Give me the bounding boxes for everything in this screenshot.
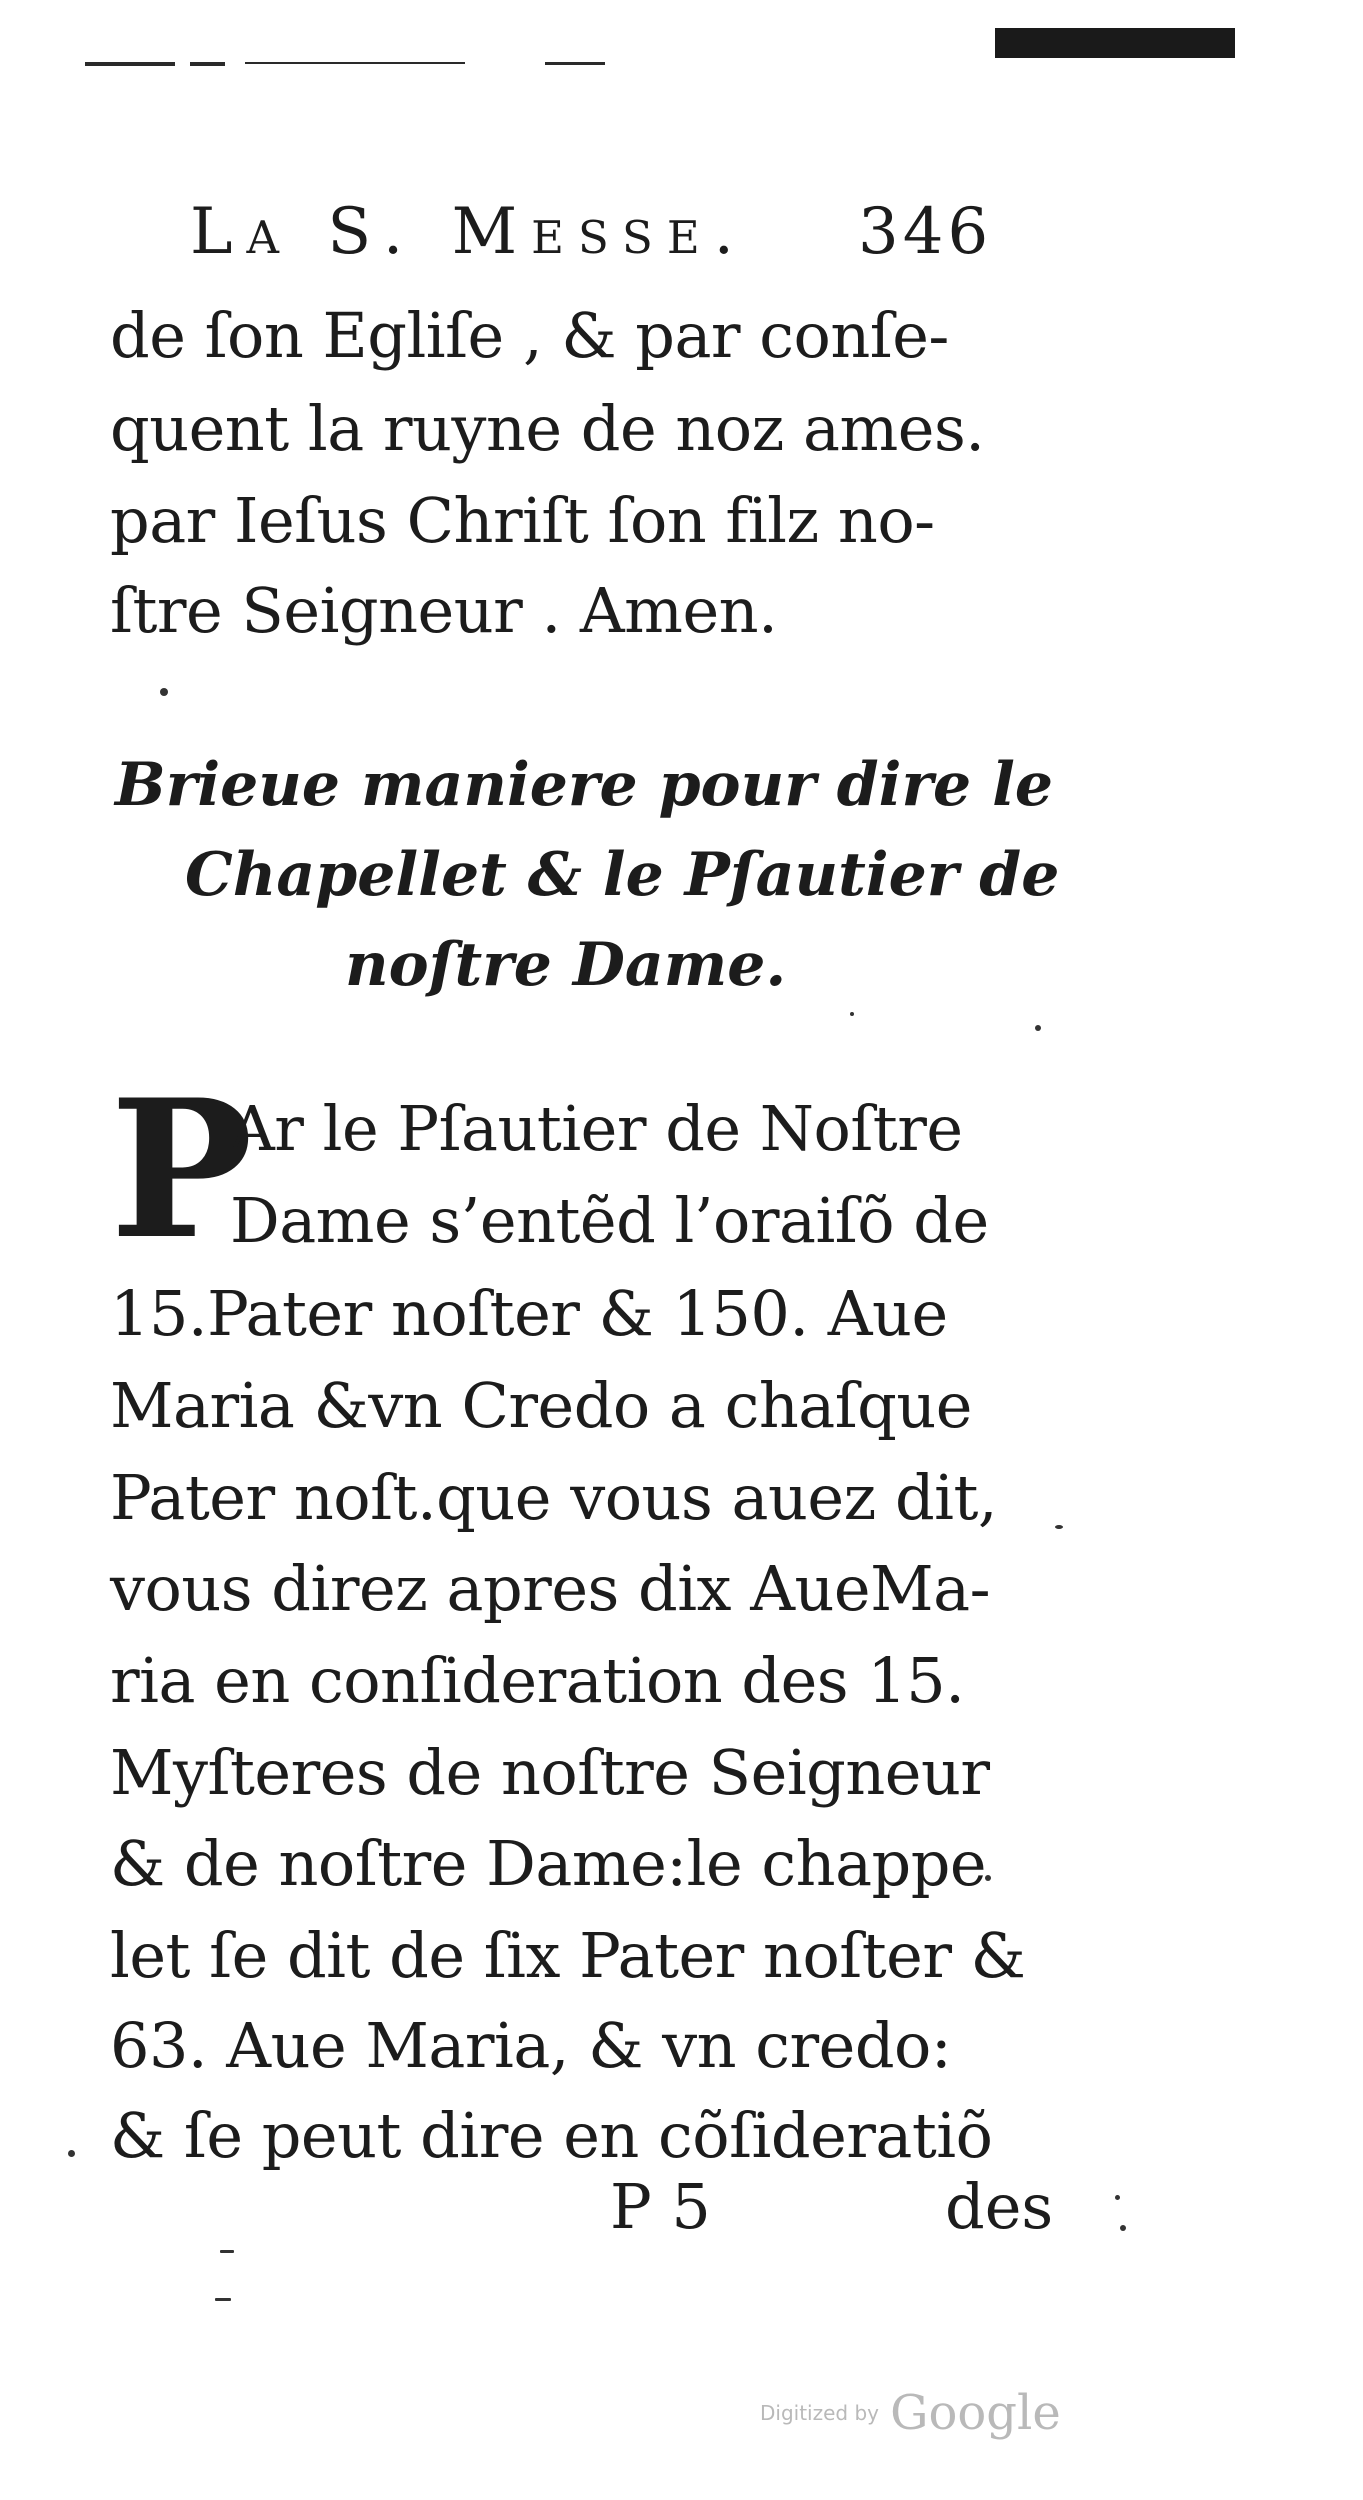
section-heading-line: Chapellet & le Pſautier de — [185, 840, 1060, 910]
text-line: & de noſtre Dame:le chappe — [110, 1827, 987, 1900]
text-line: let ſe dit de ſix Pater noſter & — [110, 1919, 1026, 1992]
page-number: 346 — [858, 195, 993, 269]
text-line: ſtre Seigneur . Amen. — [110, 574, 778, 647]
scan-speck — [850, 1012, 854, 1016]
section-heading-line: noſtre Dame. — [345, 930, 787, 1000]
scan-speck — [68, 2150, 75, 2157]
text-line: Myſteres de noſtre Seigneur — [110, 1736, 990, 1809]
text-line: 15.Pater noſter & 150. Aue — [110, 1277, 948, 1350]
drop-cap: P — [110, 1058, 253, 1281]
scan-artifact-dash — [545, 62, 605, 65]
text-line: & ſe peut dire en cõſideratiõ — [110, 2099, 993, 2172]
scan-artifact-dash — [245, 62, 465, 64]
text-line: de ſon Egliſe , & par conſe- — [110, 299, 949, 372]
text-line: Maria &vn Credo a chaſque — [110, 1369, 972, 1442]
scan-artifact-bar — [995, 28, 1235, 58]
signature-mark: P 5 — [610, 2170, 711, 2243]
text-line: 63. Aue Maria, & vn credo: — [110, 2009, 952, 2082]
section-heading-line: Brieue maniere pour dire le — [115, 750, 1054, 820]
scan-speck — [160, 688, 168, 696]
text-line: Dame s’entẽd l’oraiſõ de — [230, 1184, 989, 1257]
text-line: par Ieſus Chriſt ſon filz no- — [110, 484, 935, 557]
text-line: vous direz apres dix AueMa- — [110, 1552, 991, 1625]
scan-speck — [220, 2250, 234, 2253]
text-line: Pater noſt.que vous auez dit, — [110, 1461, 998, 1534]
text-line: Ar le Pſautier de Noſtre — [230, 1092, 963, 1165]
digitized-watermark — [760, 2385, 1061, 2441]
scan-artifact-dash — [190, 62, 225, 66]
scan-speck — [1120, 2225, 1126, 2231]
scan-speck — [215, 2298, 231, 2301]
scan-speck — [1055, 1525, 1063, 1529]
google-logo: Google — [890, 2385, 1061, 2441]
watermark-prefix: Digitized by — [760, 2401, 879, 2425]
running-title: La S. Messe. — [190, 195, 749, 269]
catchword: des — [945, 2170, 1054, 2243]
text-line: quent la ruyne de noz ames. — [110, 392, 985, 465]
scan-speck — [1035, 1025, 1041, 1031]
scan-speck — [1115, 2195, 1120, 2200]
scan-artifact-dash — [85, 62, 175, 66]
text-line: ria en conſideration des 15. — [110, 1644, 965, 1717]
